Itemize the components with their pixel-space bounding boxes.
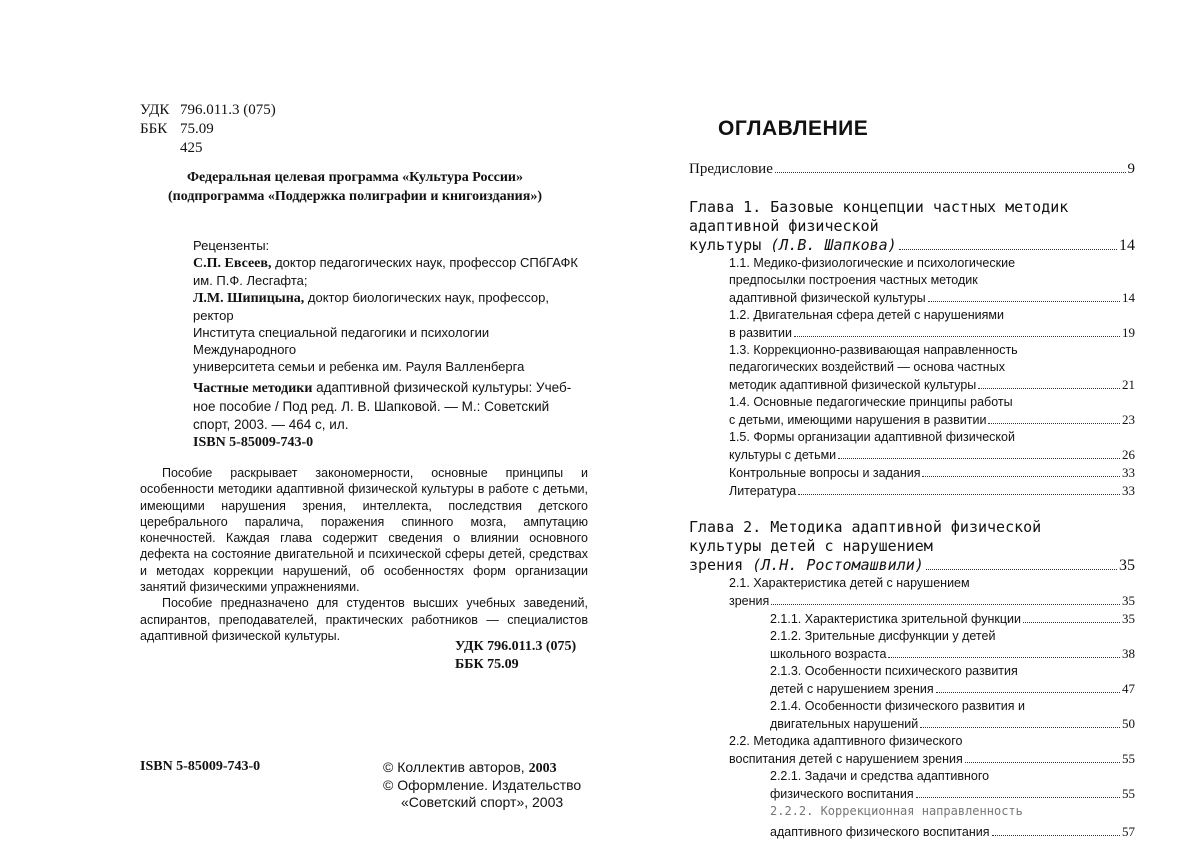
author-mark: 425	[180, 140, 203, 156]
toc-entry-2-1-1[interactable]: 2.1.1. Характеристика зрительной функции 35	[770, 611, 1135, 626]
toc-entry-1-3[interactable]: 1.3. Коррекционно-развивающая направленность педагогических воздействий — основа частных методик адаптивной физической культуры 21	[729, 343, 1135, 392]
toc-entry-2-2-1[interactable]: 2.2.1. Задачи и средства адаптивного физического воспитания 55	[770, 769, 1135, 801]
abstract	[140, 465, 588, 644]
biblio-isbn: ISBN 5-85009-743-0	[193, 435, 314, 450]
toc-entry-preface[interactable]: Предисловие 9	[689, 161, 1135, 177]
reviewers-block: Рецензенты: С.П. Евсеев, доктор педагогических наук, профессор СПбГАФК им. П.Ф. Лесгафта; Л.М. Шипицына, доктор биологических наук, профессор, ректор Института специальной педагогики и психологии Международного университета семьи и ребенка им. Рауля Валленберга	[193, 237, 593, 375]
toc-entry-2-2[interactable]: 2.2. Методика адаптивного физического воспитания детей с нарушением зрения 55	[729, 734, 1135, 766]
toc-entry-control-questions[interactable]: Контрольные вопросы и задания 33	[729, 465, 1135, 480]
federal-program: Федеральная целевая программа «Культура России» (подпрограмма «Поддержка полиграфии и книгоиздания»)	[168, 170, 542, 204]
toc-entry-2-1[interactable]: 2.1. Характеристика детей с нарушением зрения 35	[729, 576, 1135, 608]
toc-entry-1-2[interactable]: 1.2. Двигательная сфера детей с нарушениями в развитии 19	[729, 308, 1135, 340]
copyright-block: © Коллектив авторов, 2003 © Оформление. Издательство «Советский спорт», 2003	[383, 759, 582, 810]
toc-entry-chapter-1[interactable]: Глава 1. Базовые концепции частных методик адаптивной физической культуры (Л.В. Шапкова) 14	[689, 198, 1135, 254]
abstract-paragraph: Пособие предназначено для студентов высших учебных заведений, аспирантов, преподавателей, практических работников — специалистов адаптивной физической культуры.	[140, 596, 588, 643]
book-title: Частные методики	[193, 381, 313, 396]
toc-entry-2-2-2[interactable]: 2.2.2. Коррекционная направленность адаптивного физического воспитания 57	[770, 804, 1135, 839]
toc-entry-2-1-3[interactable]: 2.1.3. Особенности психического развития детей с нарушением зрения 47	[770, 664, 1135, 696]
abstract-paragraph: Пособие раскрывает закономерности, основные принципы и особенности методики адаптивной физической культуры в работе с детьми, имеющими нарушения зрения, интеллекта, последствия детского церебрального паралича, поражения спинного мозга, ампутацию конечностей. Каждая глава содержит сведения о влиянии основного дефекта на состояние двигательной и психической сферы детей, средствах и методах коррекции нарушений, об особенностях форм организации занятий физическими упражнениями.	[140, 466, 588, 595]
bibliographic-record: Частные методики адаптивной физической культуры: Учеб- ное пособие / Под ред. Л. В. Шапковой. — М.: Советский спорт, 2003. — 464 с, ил. ISBN 5-85009-743-0	[193, 379, 588, 452]
bbk-label: ББК	[140, 121, 168, 137]
toc-entry-chapter-2[interactable]: Глава 2. Методика адаптивной физической культуры детей с нарушением зрения (Л.Н. Ростомашвили) 35	[689, 518, 1135, 574]
toc-entry-1-1[interactable]: 1.1. Медико-физиологические и психологические предпосылки построения частных методик адаптивной физической культуры 14	[729, 256, 1135, 305]
toc-entry-2-1-2[interactable]: 2.1.2. Зрительные дисфункции у детей школьного возраста 38	[770, 629, 1135, 661]
table-of-contents	[689, 160, 1135, 841]
bottom-classification: УДК 796.011.3 (075) ББК 75.09	[455, 639, 577, 672]
toc-entry-1-5[interactable]: 1.5. Формы организации адаптивной физической культуры с детьми 26	[729, 430, 1135, 462]
bbk-value: 75.09	[180, 121, 214, 137]
right-page	[600, 0, 1200, 850]
reviewers-title: Рецензенты:	[193, 238, 270, 253]
toc-entry-literature[interactable]: Литература 33	[729, 483, 1135, 498]
toc-title: ОГЛАВЛЕНИЕ	[718, 117, 869, 140]
toc-entry-1-4[interactable]: 1.4. Основные педагогические принципы работы с детьми, имеющими нарушения в развитии 23	[729, 395, 1135, 427]
reviewer2-name: Л.М. Шипицына,	[193, 291, 305, 306]
udk-value: 796.011.3 (075)	[180, 102, 276, 118]
reviewer1-name: С.П. Евсеев,	[193, 256, 272, 271]
isbn: ISBN 5-85009-743-0	[140, 759, 261, 774]
toc-entry-2-1-4[interactable]: 2.1.4. Особенности физического развития и двигательных нарушений 50	[770, 699, 1135, 731]
classification-codes	[140, 101, 276, 158]
udk-label: УДК	[140, 102, 170, 118]
